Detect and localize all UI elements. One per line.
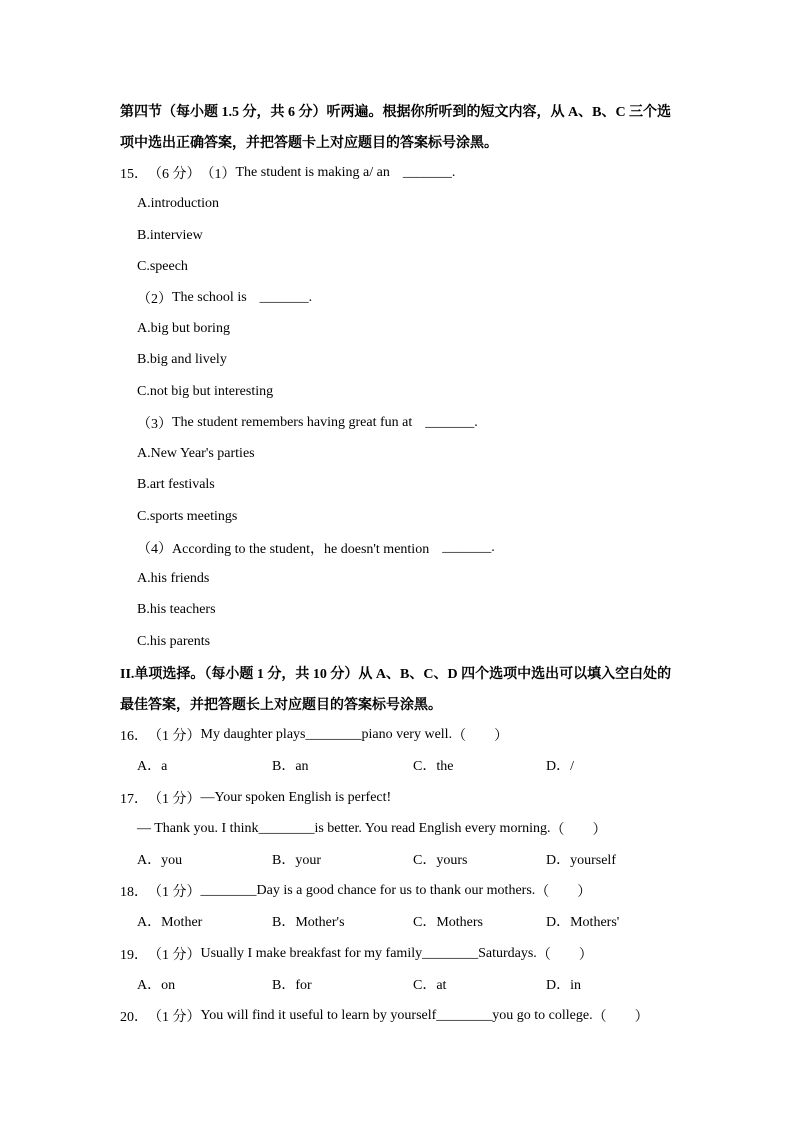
answer-parentheses: （ ）	[592, 1010, 649, 1026]
question-score: （1 分）	[148, 729, 201, 745]
subquestion-label: （2）	[137, 292, 172, 308]
answer-blank: _______	[442, 539, 492, 555]
options-row	[120, 751, 720, 782]
question-19-stem	[120, 938, 720, 969]
question-number: 19．	[120, 947, 148, 963]
question-score: （6 分）	[148, 167, 201, 183]
question-15-stem	[120, 157, 720, 188]
option-c: C．at	[413, 977, 447, 993]
subquestion-stem-line	[120, 532, 720, 563]
question-16-stem	[120, 720, 720, 751]
question-number: 17．	[120, 791, 148, 807]
option: C.sports meetings	[137, 508, 238, 524]
stem-after: piano very well.	[361, 727, 453, 743]
subquestion-label: （1）	[200, 167, 236, 183]
answer-parentheses: （ ）	[550, 823, 607, 838]
question-17-stem	[120, 782, 720, 813]
stem-before: Usually I make breakfast for my family	[200, 945, 423, 961]
stem-before: My daughter plays	[200, 727, 306, 743]
question-number: 20．	[120, 1010, 148, 1026]
option-a: A．you	[137, 852, 183, 868]
question-number: 16．	[120, 729, 148, 745]
answer-blank: _______	[425, 414, 475, 430]
stem-end: .	[474, 414, 478, 430]
answer-parentheses: （ ）	[452, 729, 509, 745]
subquestion-stem: The school is	[172, 290, 247, 306]
answer-parentheses: （ ）	[536, 947, 593, 963]
option-b: B．your	[272, 852, 321, 868]
answer-blank: _______	[259, 290, 309, 306]
option: A.big but boring	[137, 321, 230, 337]
subquestion-stem: According to the student，he doesn't mention	[172, 541, 430, 557]
stem-after: Day is a good chance for us to thank our mothers.	[256, 883, 536, 899]
answer-blank: ________	[436, 1008, 493, 1024]
answer-blank: _______	[402, 165, 452, 181]
option-d: D．/	[546, 758, 574, 774]
option: C.his parents	[137, 633, 211, 649]
option-c: C．Mothers	[413, 915, 483, 931]
options-row	[120, 845, 720, 876]
stem-before: You will find it useful to learn by yourself	[200, 1008, 437, 1024]
stem-before: — Thank you. I think	[137, 821, 259, 836]
option: C.speech	[137, 258, 188, 274]
question-number: 18．	[120, 885, 148, 901]
option: B.interview	[137, 227, 203, 243]
question-20-stem	[120, 1001, 720, 1032]
section-ii-instruction-line: 最佳答案，并把答题长上对应题目的答案标号涂黑。	[120, 698, 442, 714]
option-b: B．Mother's	[272, 915, 345, 931]
option-a: A．a	[137, 758, 168, 774]
answer-parentheses: （ ）	[535, 885, 592, 901]
subquestion-stem-line	[120, 282, 720, 313]
option-c: C．the	[413, 758, 454, 774]
subquestion-stem-line	[120, 407, 720, 438]
section4-instruction-line: 项中选出正确答案，并把答题卡上对应题目的答案标号涂黑。	[120, 135, 498, 151]
option-a: A．Mother	[137, 915, 203, 931]
subquestion-stem: The student remembers having great fun at	[172, 414, 413, 430]
question-number: 15．	[120, 167, 148, 183]
question-18-stem	[120, 876, 720, 907]
answer-blank: ________	[305, 727, 362, 743]
stem-end: .	[308, 290, 313, 306]
option-a: A．on	[137, 977, 176, 993]
option-b: B．for	[272, 977, 312, 993]
dialogue-line-1: —Your spoken English is perfect!	[200, 789, 392, 805]
option: A.introduction	[137, 196, 220, 212]
stem-after: Saturdays.	[478, 945, 537, 961]
answer-blank: ________	[200, 883, 257, 899]
option-c: C．yours	[413, 852, 468, 868]
stem-end: .	[451, 165, 456, 181]
subquestion-label: （4）	[137, 541, 172, 557]
options-row	[120, 970, 720, 1001]
answer-blank: ________	[258, 821, 315, 836]
question-score: （1 分）	[148, 1010, 201, 1026]
option: B.big and lively	[137, 352, 227, 368]
question-score: （1 分）	[148, 791, 201, 807]
question-score: （1 分）	[148, 885, 201, 901]
option-b: B．an	[272, 758, 309, 774]
option: C.not big but interesting	[137, 383, 274, 399]
option: B.art festivals	[137, 477, 215, 493]
stem-end: .	[491, 539, 495, 555]
exam-content	[120, 95, 720, 1032]
stem-after: you go to college.	[492, 1008, 593, 1024]
option-d: D．yourself	[546, 852, 616, 868]
stem-after: is better. You read English every morning.	[314, 821, 551, 836]
option: A.his friends	[137, 571, 210, 587]
option: A.New Year's parties	[137, 446, 255, 462]
question-score: （1 分）	[148, 947, 201, 963]
option: B.his teachers	[137, 602, 216, 618]
subquestion-label: （3）	[137, 416, 172, 432]
options-row	[120, 907, 720, 938]
option-d: D．Mothers'	[546, 915, 620, 931]
answer-blank: ________	[422, 945, 479, 961]
question-17-dialogue-line-2	[120, 813, 720, 844]
section4-instruction-line: 第四节（每小题 1.5 分，共 6 分）听两遍。根据你所听到的短文内容，从 A、B、C 三个选	[120, 104, 672, 120]
section-ii-instruction-line: II.单项选择。（每小题 1 分，共 10 分）从 A、B、C、D 四个选项中选出可以填入空白处的	[120, 666, 672, 682]
option-d: D．in	[546, 977, 581, 993]
subquestion-stem: The student is making a/ an	[235, 165, 390, 181]
